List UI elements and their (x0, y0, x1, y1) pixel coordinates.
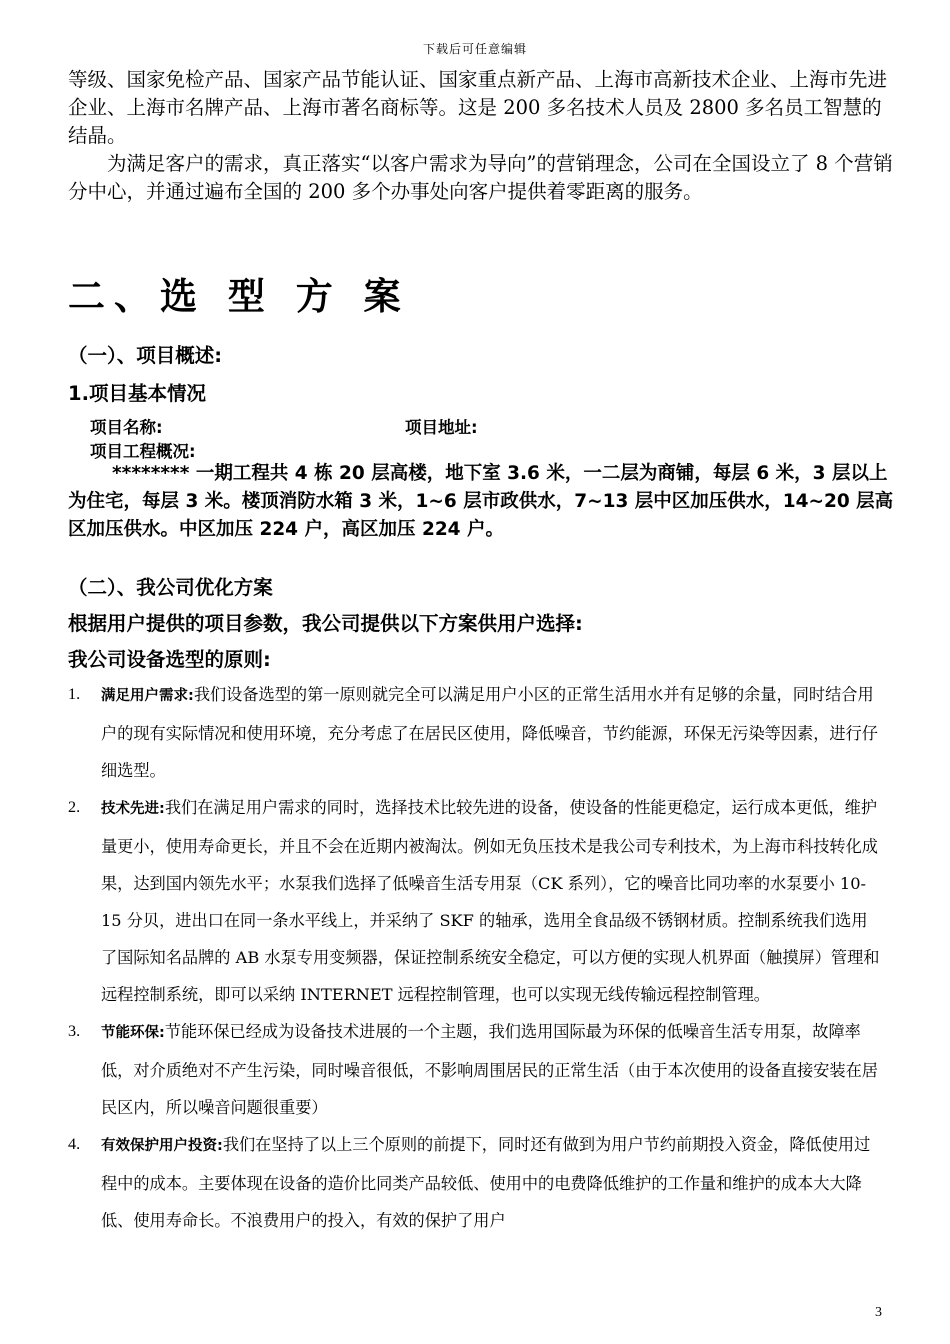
section-title: 二、选 型 方 案 (68, 275, 410, 318)
item-number: 3. (68, 1022, 81, 1040)
principles-list (68, 676, 883, 1239)
project-summary-text: ******** 一期工程共 4 栋 20 层高楼，地下室 3.6 米，一二层为商铺，每层 6 米，3 层以上为住宅，每层 3 米。楼顶消防水箱 3 米，1~6 层市政供水，7~13 层中区加压供水，14~20 层高区加压供水。中区加压 224 户，高区加压 224 户。 (68, 463, 894, 540)
project-address-label: 项目地址: (405, 418, 478, 437)
list-item (68, 789, 883, 1013)
item-text: 节能环保已经成为设备技术进展的一个主题，我们选用国际最为环保的低噪音生活专用泵，故障率低，对介质绝对不产生污染，同时噪音很低，不影响周围居民的正常生活（由于本次使用的设备直接安装在居民区内，所以噪音问题很重要） (101, 1022, 878, 1117)
overview-heading: （一）、项目概述: (68, 344, 223, 367)
intro-paragraph: 等级、国家免检产品、国家产品节能认证、国家重点新产品、上海市高新技术企业、上海市先进企业、上海市名牌产品、上海市著名商标等。这是 200 多名技术人员及 2800 多名员工智慧的结晶。 (68, 68, 888, 147)
header-note: 下载后可任意编辑 (422, 42, 527, 56)
item-number: 2. (68, 798, 81, 816)
item-lead: 技术先进: (101, 801, 165, 817)
item-number: 4. (68, 1135, 81, 1153)
item-text: 我们在坚持了以上三个原则的前提下，同时还有做到为用户节约前期投入资金，降低使用过程中的成本。主要体现在设备的造价比同类产品较低、使用中的电费降低维护的工作量和维护的成本大大降低、使用寿命长。不浪费用户的投入，有效的保护了用户 (101, 1135, 871, 1230)
intro-paragraph: 为满足客户的需求，真正落实“以客户需求为导向”的营销理念，公司在全国设立了 8 个营销分中心，并通过遍布全国的 200 多个办事处向客户提供着零距离的服务。 (68, 152, 893, 203)
list-item (68, 1126, 883, 1239)
intro-section (68, 66, 898, 206)
solution-intro: 根据用户提供的项目参数，我公司提供以下方案供用户选择: (68, 612, 583, 635)
item-lead: 有效保护用户投资: (101, 1138, 223, 1154)
solution-heading: （二）、我公司优化方案 (68, 576, 273, 599)
project-name-label: 项目名称: (90, 418, 163, 437)
principles-heading: 我公司设备选型的原则: (68, 648, 271, 671)
project-summary-label: 项目工程概况: (90, 442, 196, 461)
item-text: 我们在满足用户需求的同时，选择技术比较先进的设备，使设备的性能更稳定，运行成本更低，维护量更小，使用寿命更长，并且不会在近期内被淘汰。例如无负压技术是我公司专利技术，为上海市科技转化成果，达到国内领先水平；水泵我们选择了低噪音生活专用泵（CK 系列），它的噪音比同功率的水泵要小 10-15 分贝，进出口在同一条水平线上，并采纳了 SKF 的轴承，选用全食品级不锈钢材质。控制系统我们选用了国际知名品牌的 AB 水泵专用变频器，保证控制系统安全稳定，可以方便的实现人机界面（触摸屏）管理和远程控制系统，即可以采纳 INTERNET 远程控制管理，也可以实现无线传输远程控制管理。 (101, 798, 880, 1004)
page-number: 3 (875, 1305, 882, 1320)
list-item (68, 676, 883, 789)
basic-info-heading: 1.项目基本情况 (68, 382, 206, 405)
list-item (68, 1013, 883, 1126)
item-text: 我们设备选型的第一原则就完全可以满足用户小区的正常生活用水并有足够的余量，同时结合用户的现有实际情况和使用环境，充分考虑了在居民区使用，降低噪音，节约能源，环保无污染等因素，进行仔细选型。 (101, 685, 878, 780)
item-lead: 节能环保: (101, 1025, 165, 1041)
item-number: 1. (68, 685, 81, 703)
item-lead: 满足用户需求: (101, 688, 194, 704)
